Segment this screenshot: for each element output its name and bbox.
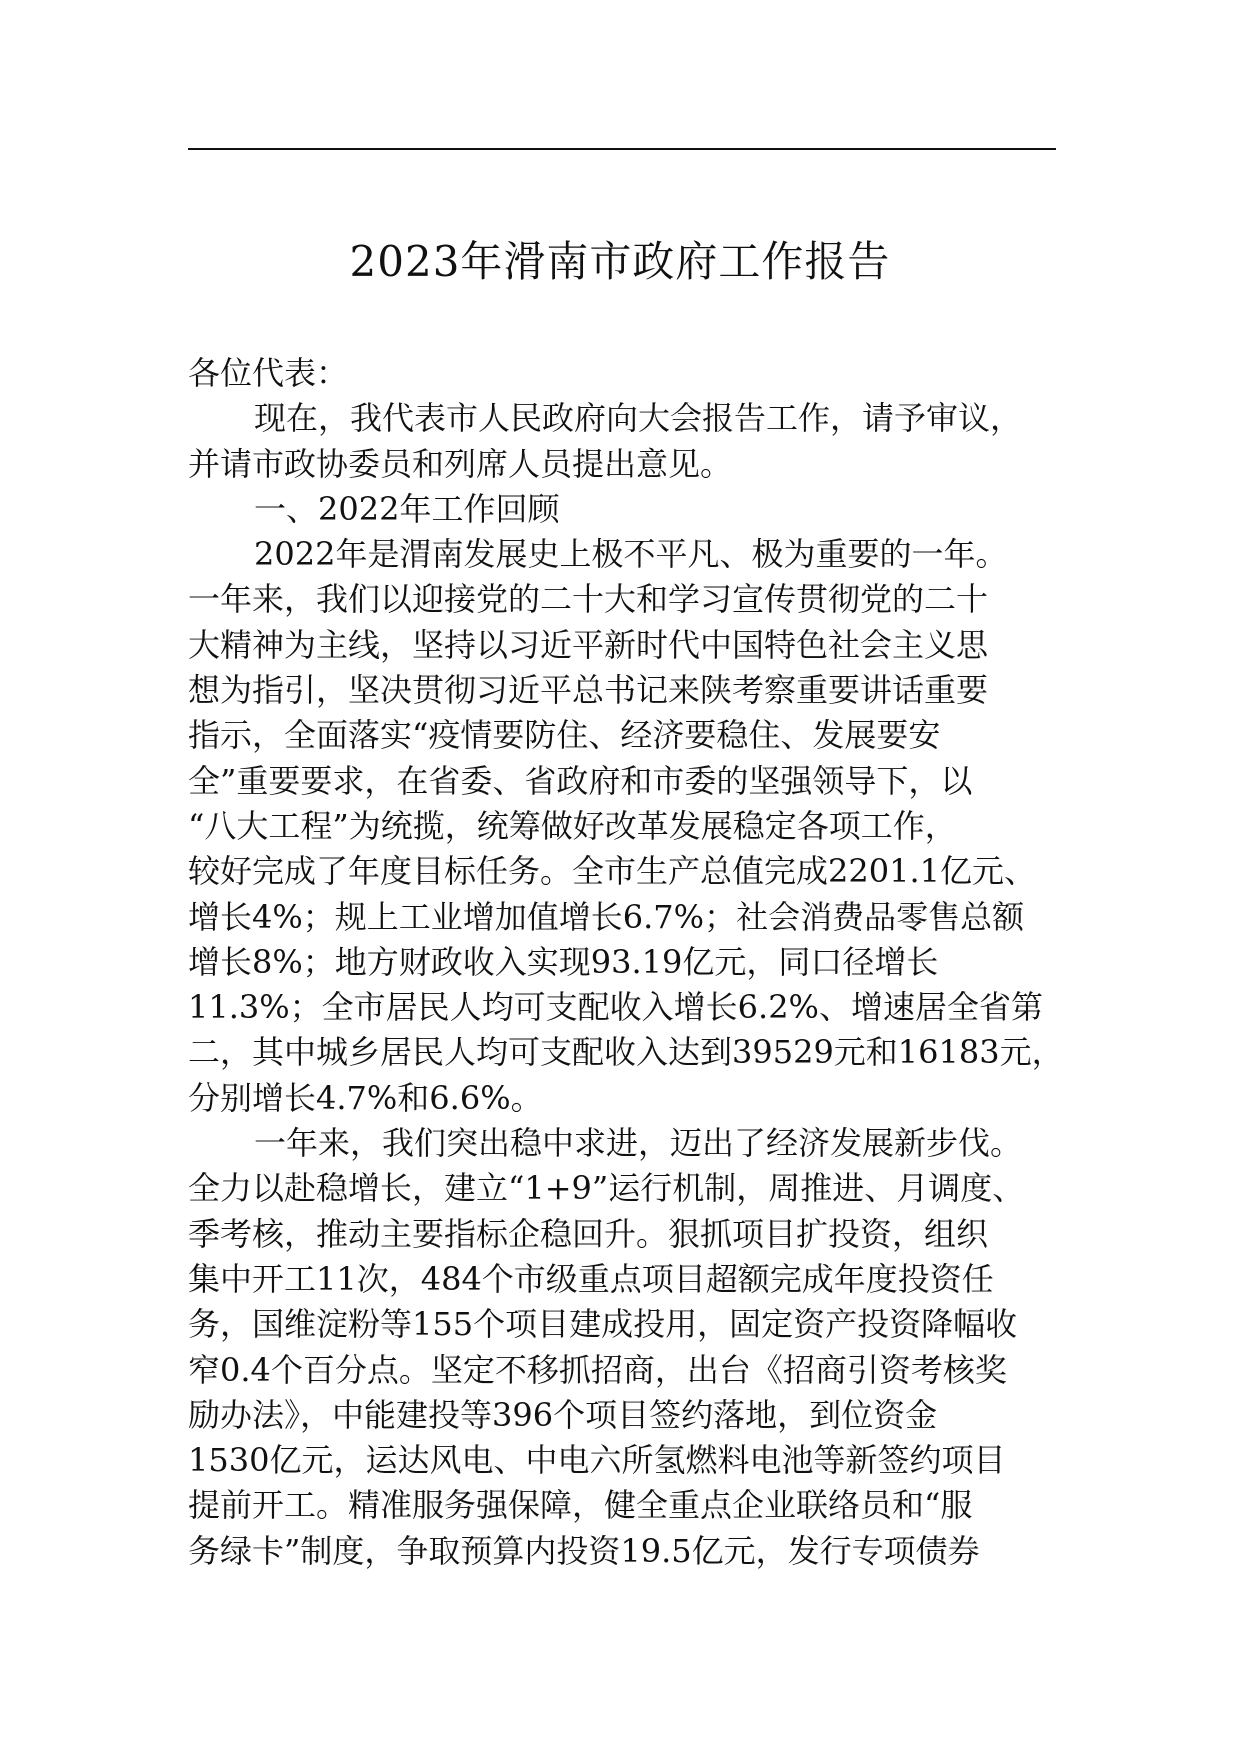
paragraph-line: 励办法》，中能建投等396个项目签约落地，到位资金: [188, 1395, 938, 1434]
section-heading: 一、2022年工作回顾: [254, 489, 560, 528]
paragraph-line: 并请市政协委员和列席人员提出意见。: [188, 444, 733, 483]
paragraph-line: 务，国维淀粉等155个项目建成投用，固定资产投资降幅收: [188, 1305, 1018, 1344]
paragraph-line: 一年来，我们突出稳中求进，迈出了经济发展新步伐。: [254, 1124, 1023, 1163]
paragraph-line: 集中开工11次，484个市级重点项目超额完成年度投资任: [188, 1259, 994, 1298]
paragraph-line: 全力以赴稳增长，建立“1+9”运行机制，周推进、月调度、: [188, 1169, 1025, 1208]
paragraph-line: 增长8%；地方财政收入实现93.19亿元，同口径增长: [188, 942, 939, 981]
paragraph-line: 务绿卡”制度，争取预算内投资19.5亿元，发行专项债券: [188, 1531, 980, 1570]
paragraph-line: 一年来，我们以迎接党的二十大和学习宣传贯彻党的二十: [188, 580, 989, 619]
header-rule: [188, 148, 1056, 150]
paragraph-line: 11.3%；全市居民人均可支配收入增长6.2%、增速居全省第: [188, 988, 1043, 1027]
paragraph-line: “八大工程”为统揽，统筹做好改革发展稳定各项工作，: [188, 806, 957, 845]
paragraph-line: 指示，全面落实“疫情要防住、经济要稳住、发展要安: [188, 716, 941, 755]
paragraph-line: 较好完成了年度目标任务。全市生产总值完成2201.1亿元、: [188, 852, 1036, 891]
paragraph-line: 1530亿元，运达风电、中电六所氢燃料电池等新签约项目: [188, 1441, 1006, 1480]
paragraph-line: 2022年是渭南发展史上极不平凡、极为重要的一年。: [254, 535, 1008, 574]
paragraph-line: 季考核，推动主要指标企稳回升。狠抓项目扩投资，组织: [188, 1214, 989, 1253]
paragraph-line: 现在，我代表市人民政府向大会报告工作，请予审议，: [254, 399, 1023, 438]
paragraph-line: 想为指引，坚决贯彻习近平总书记来陕考察重要讲话重要: [188, 671, 989, 710]
paragraph-line: 提前开工。精准服务强保障，健全重点企业联络员和“服: [188, 1486, 973, 1525]
paragraph-line: 分别增长4.7%和6.6%。: [188, 1078, 543, 1117]
paragraph-line: 大精神为主线，坚持以习近平新时代中国特色社会主义思: [188, 625, 989, 664]
salutation: 各位代表：: [188, 354, 349, 392]
paragraph-line: 增长4%；规上工业增加值增长6.7%；社会消费品零售总额: [188, 897, 1025, 936]
paragraph-line: 窄0.4个百分点。坚定不移抓招商，出台《招商引资考核奖: [188, 1350, 1007, 1389]
document-body: [188, 351, 1078, 1574]
document-title: 2023年滑南市政府工作报告: [349, 237, 891, 286]
paragraph-line: 二，其中城乡居民人均可支配收入达到39529元和16183元，: [188, 1033, 1064, 1072]
paragraph-line: 全”重要要求，在省委、省政府和市委的坚强领导下，以: [188, 761, 973, 800]
